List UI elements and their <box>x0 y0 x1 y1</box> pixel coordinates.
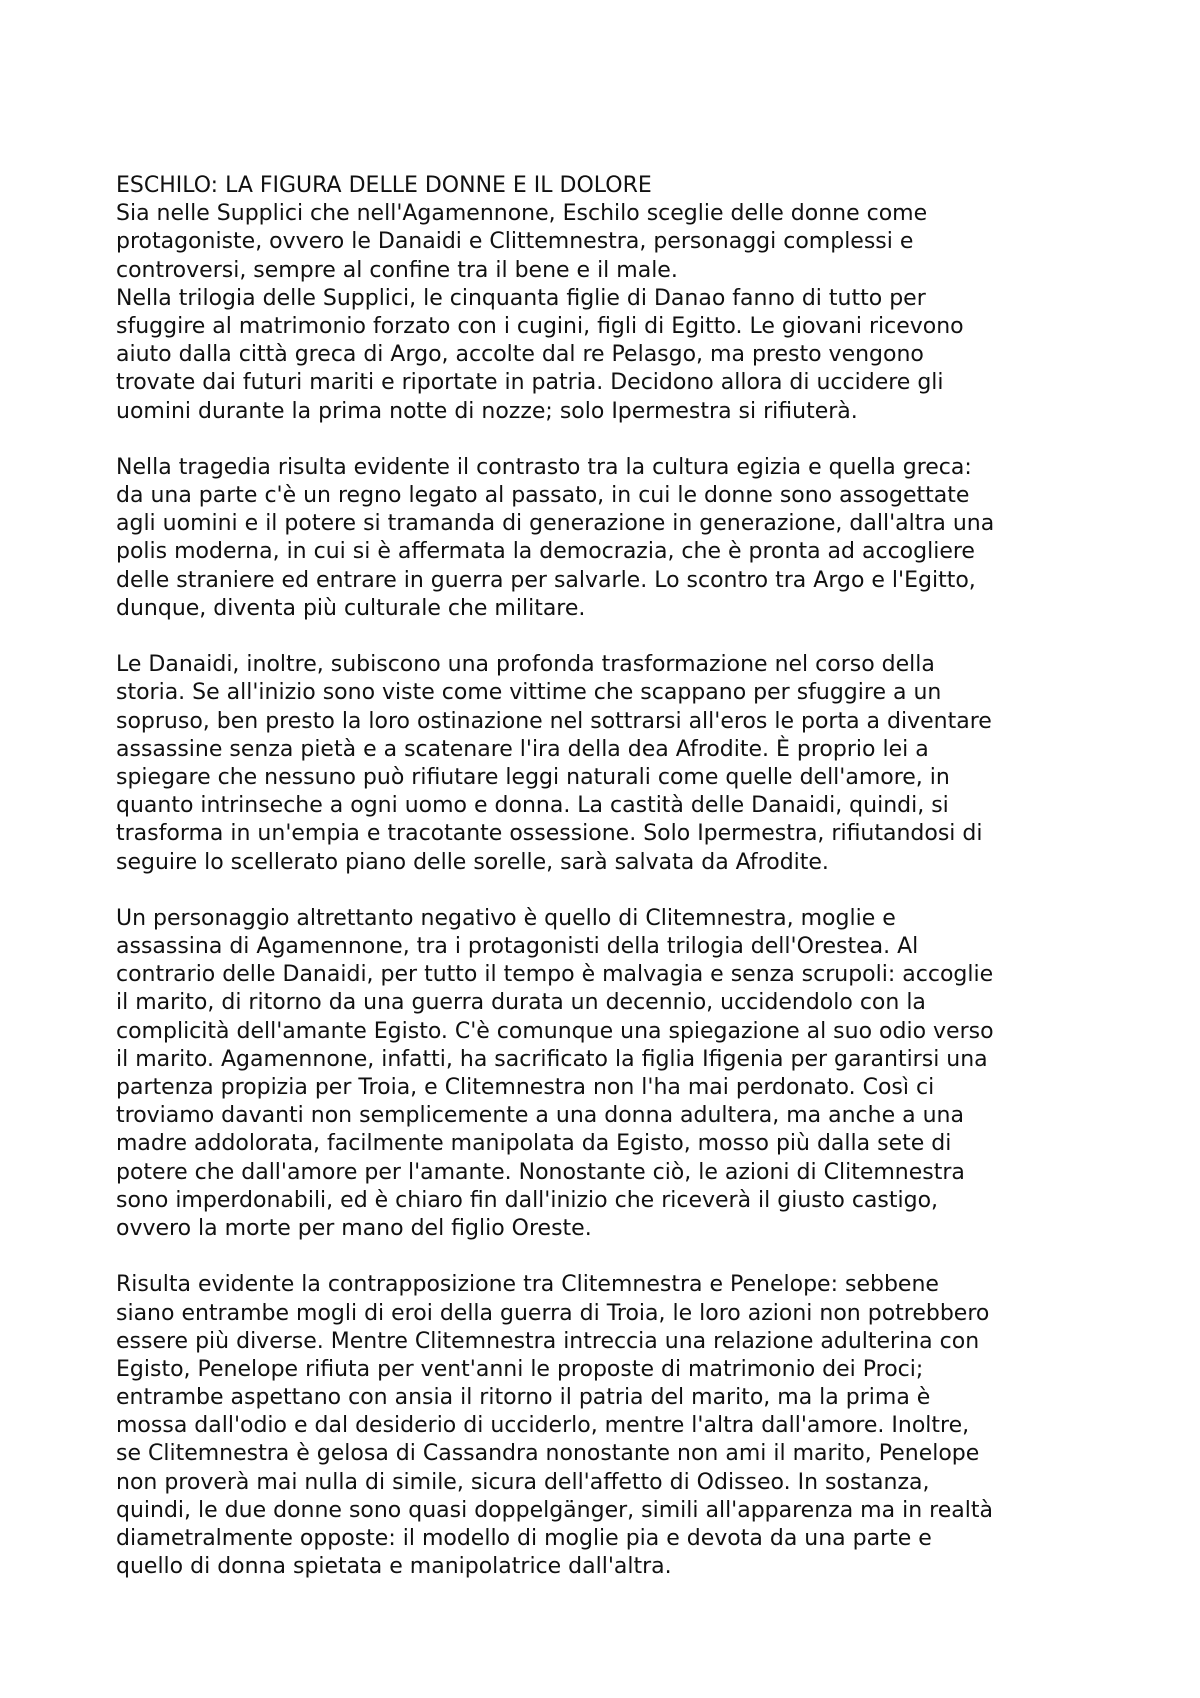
text-line: controversi, sempre al confine tra il bene e il male. <box>116 257 678 283</box>
paragraph <box>116 200 1096 285</box>
paragraph-gap <box>116 877 1096 905</box>
text-line: complicità dell'amante Egisto. C'è comunque una spiegazione al suo odio verso <box>116 1018 994 1044</box>
text-line: storia. Se all'inizio sono viste come vittime che scappano per sfuggire a un <box>116 680 942 706</box>
text-line: madre addolorata, facilmente manipolata da Egisto, mosso più dalla sete di <box>116 1131 952 1157</box>
text-line: seguire lo scellerato piano delle sorelle, sarà salvata da Afrodite. <box>116 849 829 875</box>
text-line: potere che dall'amore per l'amante. Nonostante ciò, le azioni di Clitemnestra <box>116 1159 965 1185</box>
text-line: partenza propizia per Troia, e Clitemnestra non l'ha mai perdonato. Così ci <box>116 1075 935 1100</box>
text-line: entrambe aspettano con ansia il ritorno il patria del marito, ma la prima è <box>116 1385 931 1411</box>
text-line: contrario delle Danaidi, per tutto il tempo è malvagia e senza scrupoli: accoglie <box>116 962 994 988</box>
document-title: ESCHILO: LA FIGURA DELLE DONNE E IL DOLORE <box>116 173 652 198</box>
paragraph <box>116 454 1096 623</box>
text-line: il marito. Agamennone, infatti, ha sacrificato la figlia Ifigenia per garantirsi una <box>116 1046 988 1072</box>
text-line: Nella tragedia risulta evidente il contrasto tra la cultura egizia e quella greca: <box>116 454 972 480</box>
text-line: Egisto, Penelope rifiuta per vent'anni le proposte di matrimonio dei Proci; <box>116 1356 924 1382</box>
text-line: non proverà mai nulla di simile, sicura dell'affetto di Odisseo. In sostanza, <box>116 1469 930 1495</box>
text-line: diametralmente opposte: il modello di moglie pia e devota da una parte e <box>116 1526 932 1551</box>
paragraph <box>116 285 1096 426</box>
text-line: mossa dall'odio e dal desiderio di ucciderlo, mentre l'altra dall'amore. Inoltre, <box>116 1413 970 1439</box>
document-body <box>116 172 1096 1581</box>
text-line: aiuto dalla città greca di Argo, accolte dal re Pelasgo, ma presto vengono <box>116 342 924 368</box>
text-line: Le Danaidi, inoltre, subiscono una profonda trasformazione nel corso della <box>116 652 935 678</box>
text-line: assassina di Agamennone, tra i protagonisti della trilogia dell'Orestea. Al <box>116 934 919 960</box>
text-line: siano entrambe mogli di eroi della guerra di Troia, le loro azioni non potrebbero <box>116 1300 990 1326</box>
paragraph <box>116 905 1096 1243</box>
text-line: sfuggire al matrimonio forzato con i cugini, figli di Egitto. Le giovani ricevono <box>116 313 964 339</box>
text-line: trasforma in un'empia e tracotante ossessione. Solo Ipermestra, rifiutandosi di <box>116 821 983 847</box>
paragraph <box>116 651 1096 877</box>
text-line: Nella trilogia delle Supplici, le cinquanta figlie di Danao fanno di tutto per <box>116 285 926 311</box>
paragraph <box>116 1271 1096 1581</box>
text-line: spiegare che nessuno può rifiutare leggi naturali come quelle dell'amore, in <box>116 764 950 790</box>
text-line: da una parte c'è un regno legato al passato, in cui le donne sono assogettate <box>116 483 970 509</box>
text-line: Un personaggio altrettanto negativo è quello di Clitemnestra, moglie e <box>116 905 896 931</box>
text-line: trovate dai futuri mariti e riportate in patria. Decidono allora di uccidere gli <box>116 370 944 396</box>
text-line: Sia nelle Supplici che nell'Agamennone, Eschilo sceglie delle donne come <box>116 201 928 227</box>
text-line: quello di donna spietata e manipolatrice dall'altra. <box>116 1554 672 1580</box>
text-line: il marito, di ritorno da una guerra durata un decennio, uccidendolo con la <box>116 990 926 1016</box>
text-line: Risulta evidente la contrapposizione tra Clitemnestra e Penelope: sebbene <box>116 1272 939 1298</box>
text-line: essere più diverse. Mentre Clitemnestra intreccia una relazione adulterina con <box>116 1328 980 1354</box>
text-line: quindi, le due donne sono quasi doppelgänger, simili all'apparenza ma in realtà <box>116 1497 993 1523</box>
text-line: assassine senza pietà e a scatenare l'ira della dea Afrodite. È proprio lei a <box>116 736 929 762</box>
text-line: delle straniere ed entrare in guerra per salvarle. Lo scontro tra Argo e l'Egitto, <box>116 567 976 593</box>
text-line: polis moderna, in cui si è affermata la democrazia, che è pronta ad accogliere <box>116 539 975 565</box>
text-line: troviamo davanti non semplicemente a una donna adultera, ma anche a una <box>116 1103 964 1129</box>
text-line: agli uomini e il potere si tramanda di generazione in generazione, dall'altra una <box>116 511 995 537</box>
paragraph-gap <box>116 623 1096 651</box>
paragraph-gap <box>116 1243 1096 1271</box>
text-line: ovvero la morte per mano del figlio Oreste. <box>116 1215 592 1241</box>
text-line: uomini durante la prima notte di nozze; solo Ipermestra si rifiuterà. <box>116 398 858 424</box>
text-line: dunque, diventa più culturale che militare. <box>116 595 586 621</box>
paragraph-gap <box>116 426 1096 454</box>
text-line: sopruso, ben presto la loro ostinazione nel sottrarsi all'eros le porta a diventare <box>116 708 992 734</box>
paragraph-list <box>116 200 1096 1581</box>
text-line: quanto intrinseche a ogni uomo e donna. La castità delle Danaidi, quindi, si <box>116 793 949 819</box>
text-line: sono imperdonabili, ed è chiaro fin dall'inizio che riceverà il giusto castigo, <box>116 1187 939 1213</box>
text-line: se Clitemnestra è gelosa di Cassandra nonostante non ami il marito, Penelope <box>116 1441 980 1467</box>
text-line: protagoniste, ovvero le Danaidi e Clittemnestra, personaggi complessi e <box>116 229 914 255</box>
